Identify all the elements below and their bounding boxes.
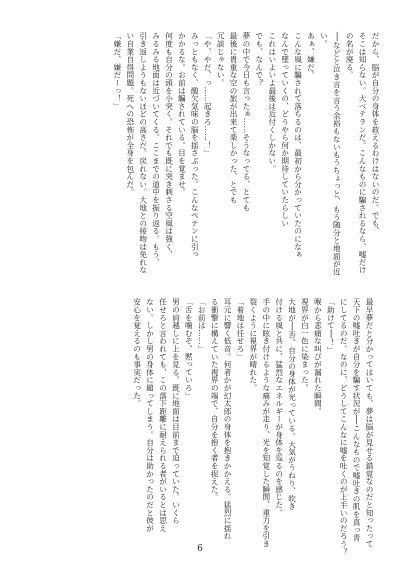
text-line: 夢の中で今日も言ったぁ……そうなってる、とても [241, 32, 251, 212]
text-line: 「舌を噛むぞ、黙っていろ」 [184, 298, 194, 400]
text-line: みるみる地面は近づいてくる。ここまでの道中を振り返る。もう、 [151, 32, 161, 266]
text-line: にしてるのだ。なのに、どうしてこんなに嘘を吐くのが上手いのだろう？ [339, 298, 349, 556]
text-line: 任せろと言われても、この落下距離に耐えられる者がいるとは思え [158, 298, 168, 532]
text-line: 喉から悲痛な叫びが漏れた瞬間。 [313, 298, 323, 415]
text-line: かかるな。お前は騙されている。目を覚ませ。 [177, 32, 187, 196]
text-line: 安心を覚えるのも事実だった。 [132, 298, 142, 408]
text-line: みっともなく、酸欠気味の脳を揺さぶった。こんなぺテンに引っ [190, 32, 200, 259]
text-line: 大地が──否、自分の身体が光っている。大気がうねり、吹き [287, 298, 297, 511]
text-line: 「や、やだ、っ……起きろ……！」 [203, 32, 213, 157]
text-line: そこは知らない。大ベテランだ。こんなものに騙されるなら、嘘だけ [358, 32, 368, 274]
text-line: る衝撃に構えていた視界の端で、自分を抱く者を捉えた。 [210, 298, 220, 501]
text-line: 引き返しようもないほどの高さだ。戻れない。大地との接吻は免れな [138, 32, 148, 274]
text-line: 天下の嘘吐きが自分を騙す状況が──こんなもので嘘吐きの肌を真っ青 [352, 298, 362, 542]
text-line: でも、なんで？ [254, 32, 264, 87]
text-line: だから、脳が自分の身体を救えるわけはないのだ。でも、 [371, 32, 380, 235]
text-line: 「着地は任せろ」 [235, 298, 245, 361]
lower-text-block [130, 298, 375, 556]
text-line: ──などと泣き言を言う余裕もないもうちょっと、もう随分と地面が近 [332, 32, 342, 276]
text-line: 「嫌だ、嫌だーっ！」 [112, 32, 122, 110]
text-line: 付ける風と共に、猛烈なエネルギーが身体を巡るのを感じた。 [274, 298, 284, 517]
text-line: 最早夢だと分かってはいても、夢は脳が見せる錯覚なのだと知ったって [365, 298, 374, 548]
text-line: これはいよいよ最後は近付くしかない。 [267, 32, 277, 173]
text-line: 手の中に眩き付けるような痛みが走り、光を知覚した瞬間、重力を引き [261, 298, 271, 548]
text-line: 「お前は……」 [197, 298, 207, 353]
text-line: 男の肩越しに上を見る。既に地面は目前まで迫っていた。いくら [171, 298, 181, 525]
upper-text-block [110, 32, 381, 294]
text-line: あぁ、嫌だ。 [306, 32, 316, 79]
text-line: い自業自得問題。死への恐怖が全身を包んだ。 [125, 32, 135, 196]
text-line: 冗談じゃない。 [216, 32, 226, 87]
text-line: 裂くように視界が晴れた。 [248, 298, 258, 392]
page-number: 6 [197, 544, 203, 554]
text-line: 耳元に響く低音。何者かが幻太郎の身体を抱きかかえる。猛烈に揺れ [223, 298, 233, 540]
text-line: こんな風に騙されて落ちるのは、最初から分かっていたのになぁ [293, 32, 303, 259]
text-line: 視界が白一色に染まった。 [300, 298, 310, 392]
text-line: ない。しかし男の身体に縋ってしまう。自分は助かったのだと彼が [145, 298, 155, 532]
text-line: なんで墜っていくの、どうやら何か期待していたらしい [280, 32, 290, 227]
text-line: 何度も自分の頭を小突く。それでも既に突き刺さる空風は強く、 [164, 32, 174, 259]
text-line: 「助けて──！」 [326, 298, 336, 355]
text-line: の名が廃る。 [345, 32, 355, 79]
text-line: 最後に貴重な空の旅が出来て楽しかった、とでも [229, 32, 239, 204]
text-line: い。 [319, 32, 329, 48]
